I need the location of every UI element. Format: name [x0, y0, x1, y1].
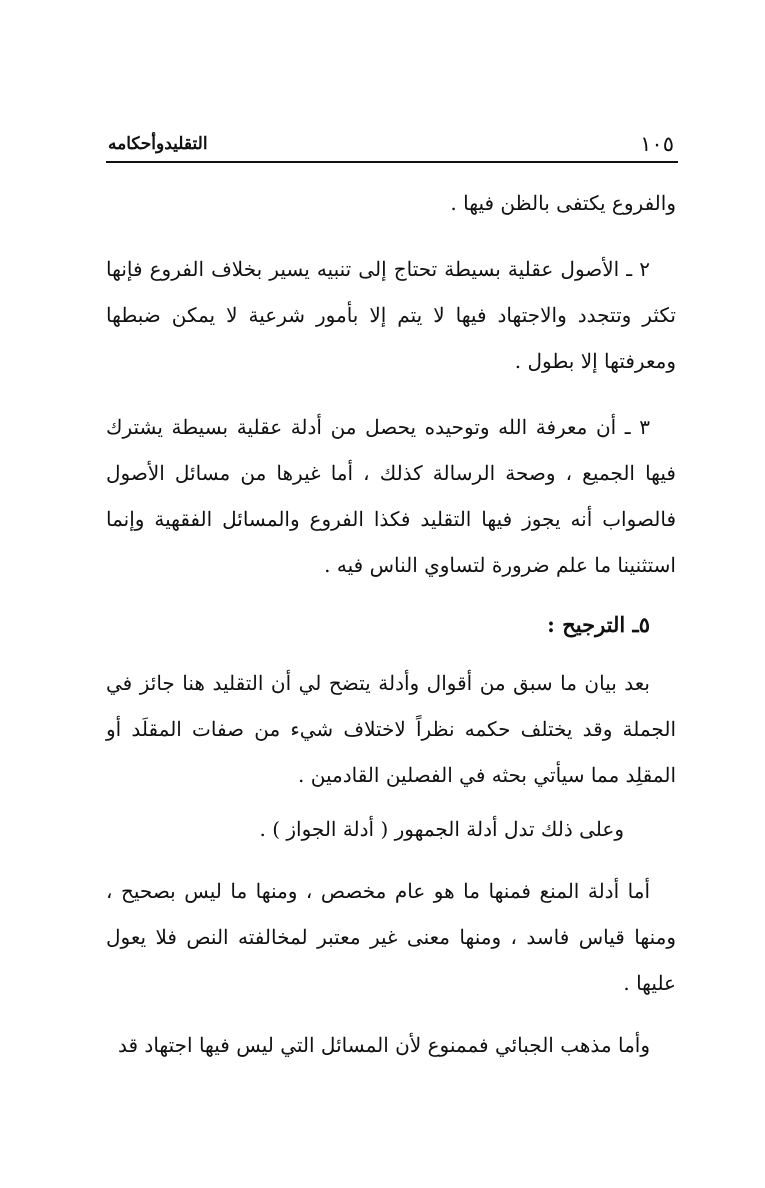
page-number: ١٠٥	[640, 132, 674, 156]
section-heading: ٥ـ الترجيح :	[547, 612, 650, 637]
paragraph-6: أما أدلة المنع فمنها ما هو عام مخصص ، ومنها ما ليس بصحيح ، ومنها قياس فاسد ، ومنها معنى غير معتبر لمخالفته النص فلا يعول عليها .	[106, 879, 676, 995]
paragraph-4: بعد بيان ما سبق من أقوال وأدلة يتضح لي أن التقليد هنا جائز في الجملة وقد يختلف حكمه نظراً لاختلاف شيء من صفات المقلَد أو المقلِد مما سيأتي بحثه في الفصلين القادمين .	[106, 671, 676, 787]
page-header	[108, 130, 676, 164]
page-body	[106, 180, 676, 1068]
running-title: التقليدوأحكامه	[108, 134, 208, 154]
header-rule	[106, 161, 678, 163]
paragraph-7: وأما مذهب الجبائي فممنوع لأن المسائل التي ليس فيها اجتهاد قد	[118, 1033, 650, 1057]
paragraph-5: وعلى ذلك تدل أدلة الجمهور ( أدلة الجواز ) .	[259, 817, 624, 841]
paragraph-3: ٣ ـ أن معرفة الله وتوحيده يحصل من أدلة عقلية بسيطة يشترك فيها الجميع ، وصحة الرسالة كذلك ، أما غيرها من مسائل الأصول فالصواب أنه يجوز فيها التقليد فكذا الفروع والمسائل الفقهية وإنما استثنينا ما علم ضرورة لتساوي الناس فيه .	[106, 415, 676, 577]
paragraph-2: ٢ ـ الأصول عقلية بسيطة تحتاج إلى تنبيه يسير بخلاف الفروع فإنها تكثر وتتجدد والاجتهاد فيها لا يتم إلا بأمور شرعية لا يمكن ضبطها ومعرفتها إلا بطول .	[106, 257, 676, 373]
paragraph-1: والفروع يكتفى بالظن فيها .	[450, 191, 676, 215]
